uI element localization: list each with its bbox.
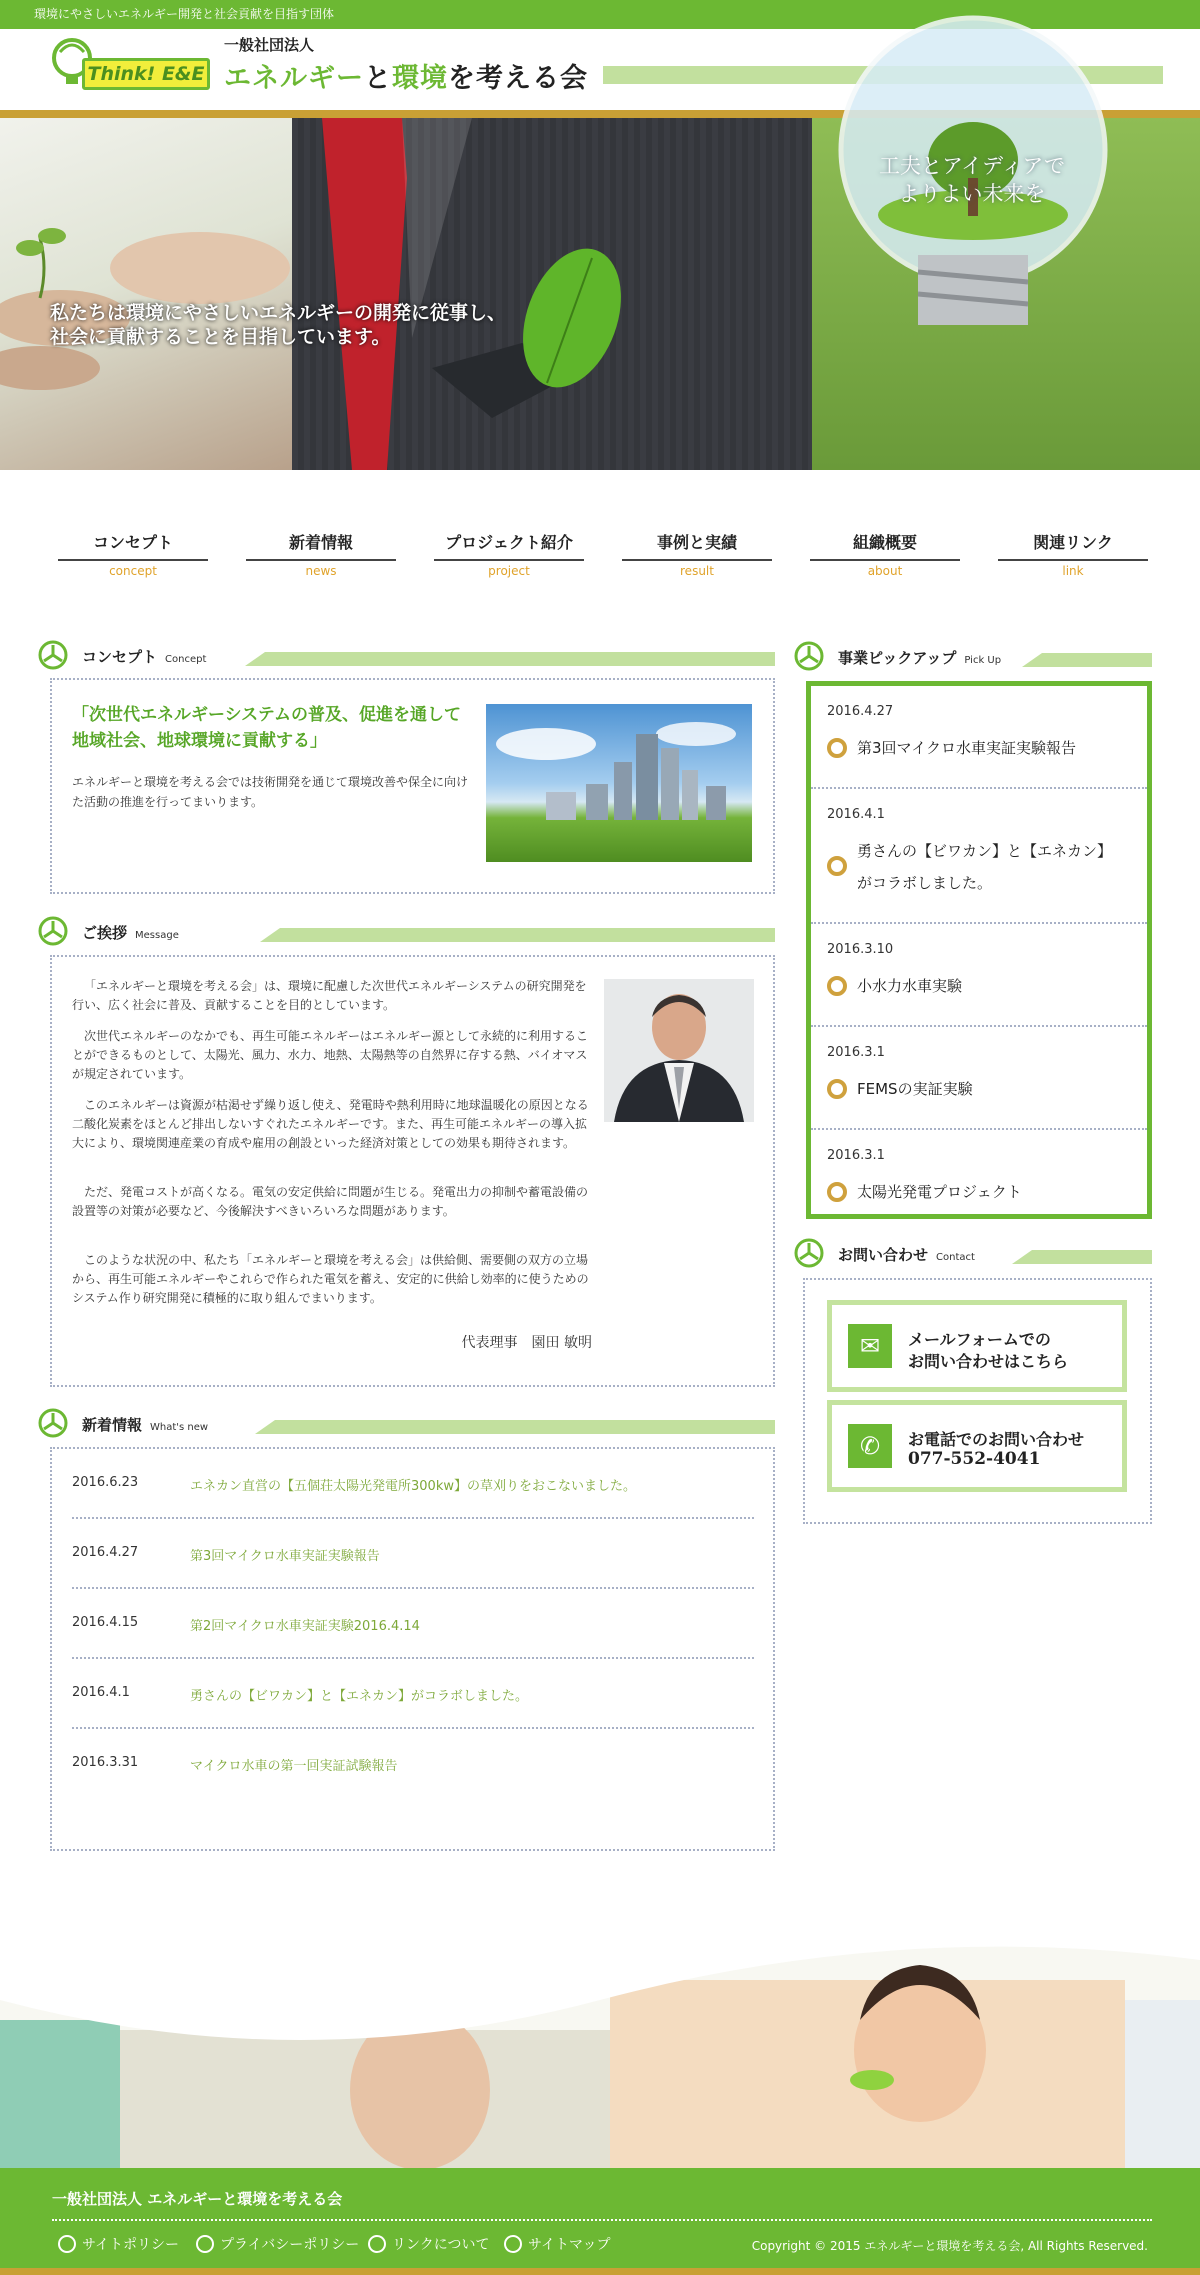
message-paragraph: このエネルギーは資源が枯渇せず繰り返し使え、発電時や熱利用時に地球温暖化の原因となる二酸化炭素をほとんど排出しないすぐれたエネルギーです。また、再生可能エネルギーの導入拡大により、環境関連産業の育成や雇用の創設といった経済対策としての効果も期待されます。	[72, 1098, 589, 1150]
turbine-icon	[368, 2235, 386, 2253]
turbine-icon	[504, 2235, 522, 2253]
footer-link-site-policy[interactable]: サイトポリシー	[58, 2234, 179, 2254]
news-item[interactable]: 2016.6.23 エネカン直営の【五個荘太陽光発電所300kw】の草刈りをおこないました。	[72, 1449, 754, 1519]
ring-bullet-icon	[827, 1182, 847, 1202]
turbine-icon	[58, 2235, 76, 2253]
site-logo[interactable]: Think! E&E	[82, 58, 210, 90]
mail-form-button[interactable]: ✉ メールフォームでの お問い合わせはこちら	[827, 1300, 1127, 1392]
footer-link-about-links[interactable]: リンクについて	[368, 2234, 489, 2254]
nav-item-result[interactable]: 事例と実績 result	[622, 530, 772, 578]
hero-hands-image	[0, 118, 292, 470]
representative-photo	[604, 979, 754, 1122]
footer-link-privacy[interactable]: プライバシーポリシー	[196, 2234, 359, 2254]
footer-bottom-bar	[0, 2268, 1200, 2275]
contact-box	[803, 1278, 1152, 1524]
nav-item-about[interactable]: 組織概要 about	[810, 530, 960, 578]
bulb-slogan-line2: よりよい未来を	[898, 182, 1046, 206]
pickup-item[interactable]: 2016.3.1 太陽光発電プロジェクト	[827, 1148, 1022, 1201]
concept-header-stripe	[245, 652, 775, 666]
turbine-icon	[38, 640, 68, 670]
nav-item-concept[interactable]: コンセプト concept	[58, 530, 208, 578]
hero-caption-line1: 私たちは環境にやさしいエネルギーの開発に従事し、	[50, 302, 507, 324]
bulb-slogan-line1: 工夫とアイディアで	[878, 154, 1066, 178]
message-title: ご挨拶 Message	[82, 924, 179, 942]
message-box	[50, 955, 775, 1387]
footer-link-sitemap[interactable]: サイトマップ	[504, 2234, 610, 2254]
turbine-icon	[196, 2235, 214, 2253]
hero-caption-line2: 社会に貢献することを目指しています。	[50, 326, 391, 348]
representative-signature: 代表理事 園田 敏明	[461, 1335, 592, 1351]
news-box	[50, 1447, 775, 1851]
ring-bullet-icon	[827, 1079, 847, 1099]
pickup-item[interactable]: 2016.3.1 FEMSの実証実験	[811, 1027, 1147, 1130]
message-paragraph: このような状況の中、私たち「エネルギーと環境を考える会」は供給側、需要側の双方の立場から、再生可能エネルギーやこれらで作られた電気を蓄え、安定的に供給し効率的に使うためのシステム作り研究開発に積極的に取り組んでまいります。	[72, 1253, 589, 1305]
nav-item-news[interactable]: 新着情報 news	[246, 530, 396, 578]
message-paragraph: ただ、発電コストが高くなる。電気の安定供給に問題が生じる。発電出力の抑制や蓄電設備の設置等の対策が必要など、今後解決すべきいろいろな問題があります。	[72, 1185, 589, 1218]
message-paragraph: 「エネルギーと環境を考える会」は、環境に配慮した次世代エネルギーシステムの研究開発を行い、広く社会に普及、貢献することを目的としています。	[72, 979, 587, 1012]
copyright-text: Copyright © 2015 エネルギーと環境を考える会, All Rights Reserved.	[751, 2239, 1148, 2253]
site-footer	[0, 2168, 1200, 2275]
org-name-title[interactable]: エネルギーと環境を考える会	[224, 63, 588, 94]
message-section-header	[38, 916, 775, 946]
footer-org-name: 一般社団法人 エネルギーと環境を考える会	[52, 2190, 343, 2208]
pickup-box	[806, 681, 1152, 1219]
ring-bullet-icon	[827, 856, 847, 876]
pickup-item[interactable]: 2016.4.27 第3回マイクロ水車実証実験報告	[811, 686, 1147, 789]
news-header-stripe	[255, 1420, 775, 1434]
envelope-icon: ✉	[848, 1324, 892, 1368]
news-title: 新着情報 What's new	[82, 1416, 209, 1434]
concept-lead: 「次世代エネルギーシステムの普及、促進を通して地域社会、地球環境に貢献する」	[72, 705, 461, 751]
footer-photo-band	[0, 1940, 1200, 2168]
turbine-icon	[38, 1408, 68, 1438]
news-item[interactable]: 2016.4.27 第3回マイクロ水車実証実験報告	[72, 1519, 754, 1589]
turbine-icon	[38, 916, 68, 946]
news-item[interactable]: 2016.3.31 マイクロ水車の第一回実証試験報告	[72, 1755, 398, 1774]
pickup-header-stripe	[1022, 653, 1152, 667]
contact-section-header	[794, 1238, 1152, 1268]
nav-item-project[interactable]: プロジェクト紹介 project	[434, 530, 584, 578]
org-type-label: 一般社団法人	[224, 36, 315, 54]
turbine-icon	[794, 1238, 824, 1268]
city-skyline-photo	[486, 704, 752, 862]
news-section-header	[38, 1408, 775, 1438]
pickup-item[interactable]: 2016.3.10 小水力水車実験	[811, 924, 1147, 1027]
ring-bullet-icon	[827, 738, 847, 758]
news-item[interactable]: 2016.4.1 勇さんの【ビワカン】と【エネカン】がコラボしました。	[72, 1659, 754, 1729]
nav-item-link[interactable]: 関連リンク link	[998, 530, 1148, 578]
global-nav	[52, 530, 1152, 580]
message-header-stripe	[260, 928, 775, 942]
pickup-title: 事業ピックアップ Pick Up	[838, 649, 1002, 667]
concept-box	[50, 678, 775, 894]
phone-contact-button[interactable]: ✆ お電話でのお問い合わせ 077-552-4041	[827, 1400, 1127, 1492]
pickup-section-header	[794, 641, 1152, 671]
concept-section-header	[38, 640, 775, 670]
contact-header-stripe	[1012, 1250, 1152, 1264]
ring-bullet-icon	[827, 976, 847, 996]
message-paragraph: 次世代エネルギーのなかでも、再生可能エネルギーはエネルギー源として永続的に利用することができるものとして、太陽光、風力、水力、地熱、太陽熱等の自然界に存する熱、バイオマスが規定されています。	[72, 1029, 589, 1081]
turbine-icon	[794, 641, 824, 671]
footer-divider	[52, 2219, 1152, 2221]
top-tagline: 環境にやさしいエネルギー開発と社会貢献を目指す団体	[0, 0, 1200, 29]
hero-suit-image	[292, 118, 812, 470]
news-item[interactable]: 2016.4.15 第2回マイクロ水車実証実験2016.4.14	[72, 1589, 754, 1659]
pickup-item[interactable]: 2016.4.1 勇さんの【ビワカン】と【エネカン】 がコラボしました。	[811, 789, 1147, 924]
concept-title: コンセプト Concept	[82, 648, 207, 666]
concept-text: エネルギーと環境を考える会では技術開発を通じて環境改善や保全に向けた活動の推進を行ってまいります。	[72, 775, 469, 809]
contact-title: お問い合わせ Contact	[838, 1246, 975, 1264]
phone-icon: ✆	[848, 1424, 892, 1468]
